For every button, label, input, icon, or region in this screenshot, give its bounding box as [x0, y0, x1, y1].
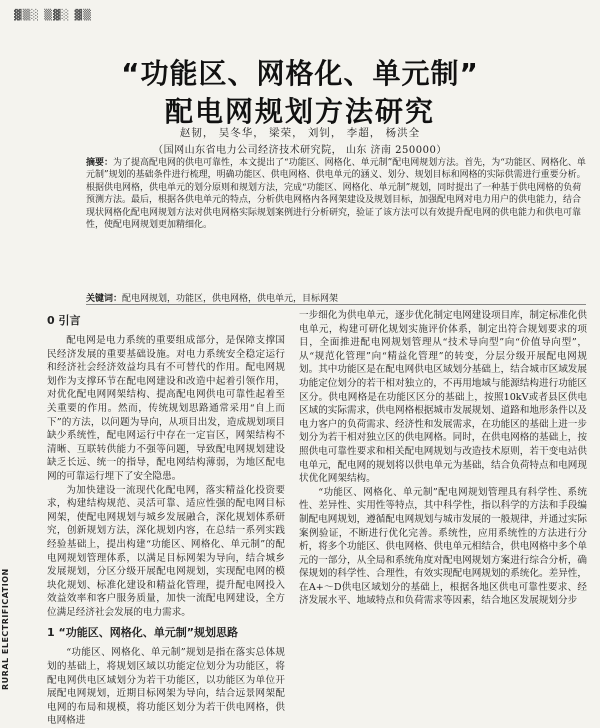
affiliation: （国网山东省电力公司经济技术研究院， 山东 济南 250000） [153, 145, 447, 156]
journal-header-mark: ▓▒░ ▒▓░ ▓▒ [14, 10, 92, 21]
right-column [299, 309, 587, 691]
body-paragraph: “功能区、网格化、单元制”配电网规划管理具有科学性、系统性、差异性、实用性等特点，其中科学性，指以科学的方法和手段编制配电网规划，遵循配电网规划与城市发展的一般规律，并通过实际案例验证，不断进行优化完善。系统性，应用系统性的方法进行分析，将多个功能区、供电网格、供电单元相结合，供电网格中多个单元的一部分，从全局和系统角度对配电网规划方案进行综合分析，确保规划的科学性、合理性，有效实现配电网规划的系统化。差异性，在A+～D供电区域划分的基础上，根据各地区供电可靠性要求、经济发展水平、地域特点和负荷需求等因素，结合地区发展规划分步 [299, 486, 587, 607]
left-column [47, 313, 285, 727]
abstract-text: 为了提高配电网的供电可靠性，本文提出了“功能区、网格化、单元制”配电网规划方法。首先，为“功能区、网格化、单元制”规划的基础条件进行梳理，明确功能区、供电网格、供电单元的涵义、划分、规划目标和网格的实际供需进行重要分析。根据供电网格，供电单元的划分原则和规划方法，完成“功能区、网格化、单元制”规划，同时提出了一种基于供电网格的负荷预测方法。最后，根据各供电单元的特点，分析供电网格内各网架建设及规划目标，加强配电网对电力用户的供电能力，结合现状网格化配电网规划方法对供电网格实际规划案例进行分析研究，验证了该方法可以有效提升配电网的供电能力和供电可靠性，使配电网规划更加精细化。 [86, 158, 586, 231]
body-paragraph: 一步细化为供电单元，逐步优化制定电网建设项目库，制定标准化供电单元，构建可研化规划实施评价体系，制定出符合规划要求的项目，全面推进配电网规划管理从“技术导向型”向“价值导向型”，从“规范化管理”向“精益化管理”的转变，分层分级开展配电网规划。其中功能区是在配电网供电区域划分基础上，结合城市区域发展功能定位划分的若干相对独立的，不再用地域与能源结构进行功能区区分。供电网格是在功能区区分的基础上，按照10kV或者县区供电区域的实际需求，供电网格根据城市发展规划、道路和地形条件以及电力客户的负荷需求、经济性和发展需求，在功能区的基础上进一步划分为若干相对独立区的供电网格。同时，在供电网格的基础上，按照供电可靠性要求和相关配电网规划与改造技术原则，若干变电站供电单元，配电网的规划将以供电单元为基础，结合负荷特点和电网现状优化网架结构。 [299, 310, 587, 485]
keywords-label: 关键词： [86, 294, 123, 304]
paper-title-line-1: “功能区、网格化、单元制” [121, 57, 479, 90]
abstract-label: 摘要： [86, 158, 114, 168]
section-heading-1: 1 “功能区、网格化、单元制”规划思路 [47, 626, 238, 640]
body-paragraph: 配电网是电力系统的重要组成部分，是保障支撑国民经济发展的重要基础设施。对电力系统安全稳定运行和经济社会经济效益均具有不可替代的作用。配电网规划作为支撑环节在配电网建设和改造中起着引领作用，对优化配电网网架结构、提高配电网供电可靠性起着至关重要的作用。然而，传统规划思路通常采用“自上而下”的方法，以问题为导向，从项目出发，造成规划项目缺少系统性，配电网运行中存在一定盲区，网架结构不清晰、互联转供能力不强等问题，导致配电网规划建设缺乏长远、统一的指导，配电网结构薄弱，为地区配电网的可靠运行埋下了安全隐患。 [47, 335, 285, 482]
divider [86, 304, 586, 305]
keywords-text: 配电网规划，功能区，供电网格，供电单元，目标网架 [122, 294, 339, 304]
body-paragraph: 为加快建设一流现代化配电网，落实精益化投资要求，构建结构规范、灵活可靠、适应性强的配电网目标网架，使配电网规划与城乡发展融合，深化规划体系研究，创新规划方法，深化规划内容，在总结一系列实践经验基础上，提出构建“功能区、网格化、单元制”的配电网规划管理体系，以满足目标网架为导向，结合城乡发展规划，分区分级开展配电网规划，实现配电网的模块化规划、标准化建设和精益化管理，提升配电网投入效益效率和客户服务质量，加快一流配电网建设，全方位满足经济社会发展的电力需求。 [47, 484, 285, 618]
journal-side-label: RURAL ELECTRIFICATION [1, 568, 10, 690]
section-heading-intro: 0 引言 [47, 314, 81, 327]
body-paragraph: “功能区、网格化、单元制”规划是指在落实总体规划的基础上，将规划区域以功能定位划分为功能区，将配电网供电区域划分为若干功能区，以功能区为单位开展配电网规划，近期目标网架为导向，结合远景网架配电网的布局和规模，将功能区划分为若干供电网格，供电网格进 [47, 647, 285, 727]
keywords [86, 291, 586, 304]
abstract [86, 157, 586, 287]
author-list: 赵韧， 吴冬华， 梁荣， 刘钊， 李超， 杨洪全 [179, 127, 421, 139]
paper-title-line-2: 配电网规划方法研究 [164, 95, 435, 128]
